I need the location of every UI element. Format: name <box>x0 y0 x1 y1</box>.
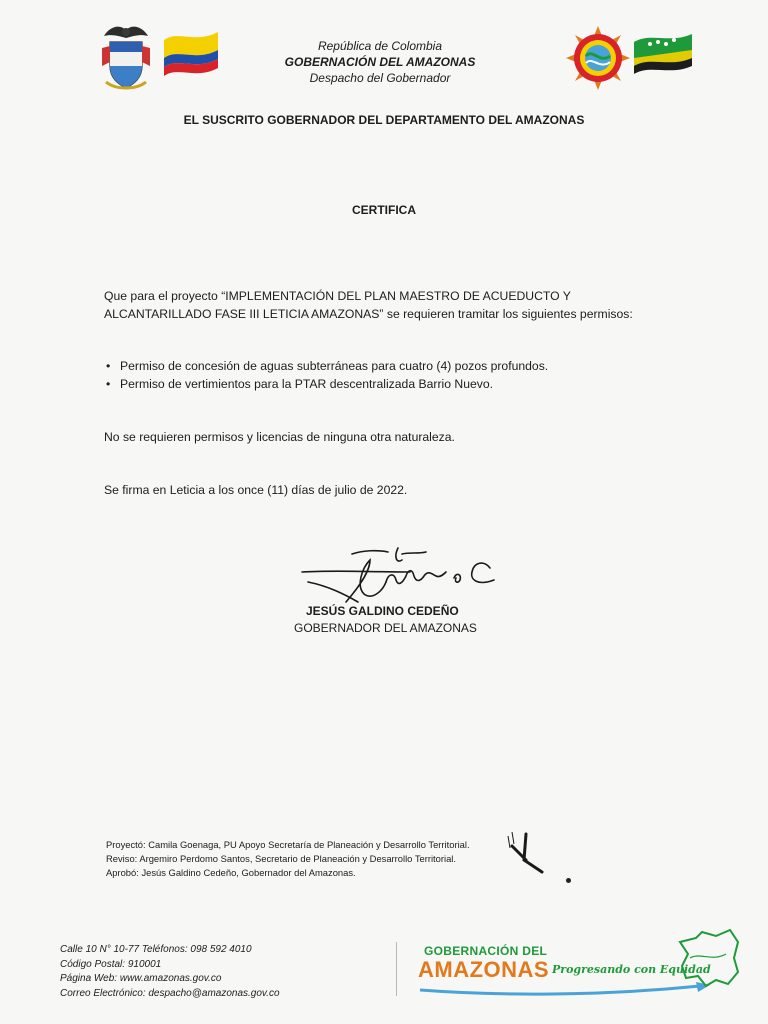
document-credits <box>106 838 526 880</box>
paragraph-project: Que para el proyecto “IMPLEMENTACIÓN DEL PLAN MAESTRO DE ACUEDUCTO Y ALCANTARILLADO FASE III LETICIA AMAZONAS” se requieren tramitar los siguientes permisos: <box>104 289 633 321</box>
document-heading: EL SUSCRITO GOBERNADOR DEL DEPARTAMENTO DEL AMAZONAS <box>183 113 585 127</box>
list-item: • Permiso de concesión de aguas subterráneas para cuatro (4) pozos profundos. <box>104 357 664 375</box>
footer-contact <box>60 943 280 1001</box>
colombia-coat-of-arms-icon <box>96 22 156 94</box>
country-line: República de Colombia <box>317 39 443 53</box>
office-line: Despacho del Gobernador <box>309 71 451 85</box>
colombia-flag-icon <box>162 28 220 78</box>
reviewed-by: Reviso: Argemiro Perdomo Santos, Secretario de Planeación y Desarrollo Territorial. <box>106 853 456 864</box>
signer-name: JESÚS GALDINO CEDEÑO <box>306 604 459 618</box>
approved-by: Aprobó: Jesús Galdino Cedeño, Gobernador del Amazonas. <box>106 867 356 878</box>
footer-swoosh <box>420 982 710 996</box>
certifies-heading: CERTIFICA <box>352 203 416 217</box>
handwritten-signature <box>298 542 498 612</box>
signer-role: GOBERNADOR DEL AMAZONAS <box>294 621 477 635</box>
footer-address: Calle 10 N° 10-77 Teléfonos: 098 592 4010 <box>60 944 252 955</box>
ink-dot <box>566 878 571 883</box>
footer-divider <box>396 942 397 996</box>
government-line: GOBERNACIÓN DEL AMAZONAS <box>284 55 476 69</box>
amazonas-seal-icon <box>566 26 630 90</box>
amazonas-map-icon <box>676 928 742 988</box>
letterhead <box>230 38 530 86</box>
paragraph-no-other-permits: No se requieren permisos y licencias de ninguna otra naturaleza. <box>104 430 455 444</box>
list-item: • Permiso de vertimientos para la PTAR descentralizada Barrio Nuevo. <box>104 375 664 393</box>
footer-website: Página Web: www.amazonas.gov.co <box>60 973 222 984</box>
footer-logo-line1: GOBERNACIÓN DEL <box>424 944 548 958</box>
footer-postal-code: Código Postal: 910001 <box>60 958 162 970</box>
initials-mark <box>504 826 546 876</box>
amazonas-flag-icon <box>632 28 694 80</box>
projected-by: Proyectó: Camila Goenaga, PU Apoyo Secretaría de Planeación y Desarrollo Territorial. <box>106 839 470 850</box>
footer-email: Correo Electrónico: despacho@amazonas.gov.co <box>60 987 280 999</box>
permits-list <box>104 357 664 393</box>
footer-logo-slogan: Progresando con Equidad <box>552 963 711 976</box>
paragraph-signing-date: Se firma en Leticia a los once (11) días de julio de 2022. <box>104 483 408 497</box>
footer-logo-wordmark: AMAZONAS <box>418 957 550 982</box>
